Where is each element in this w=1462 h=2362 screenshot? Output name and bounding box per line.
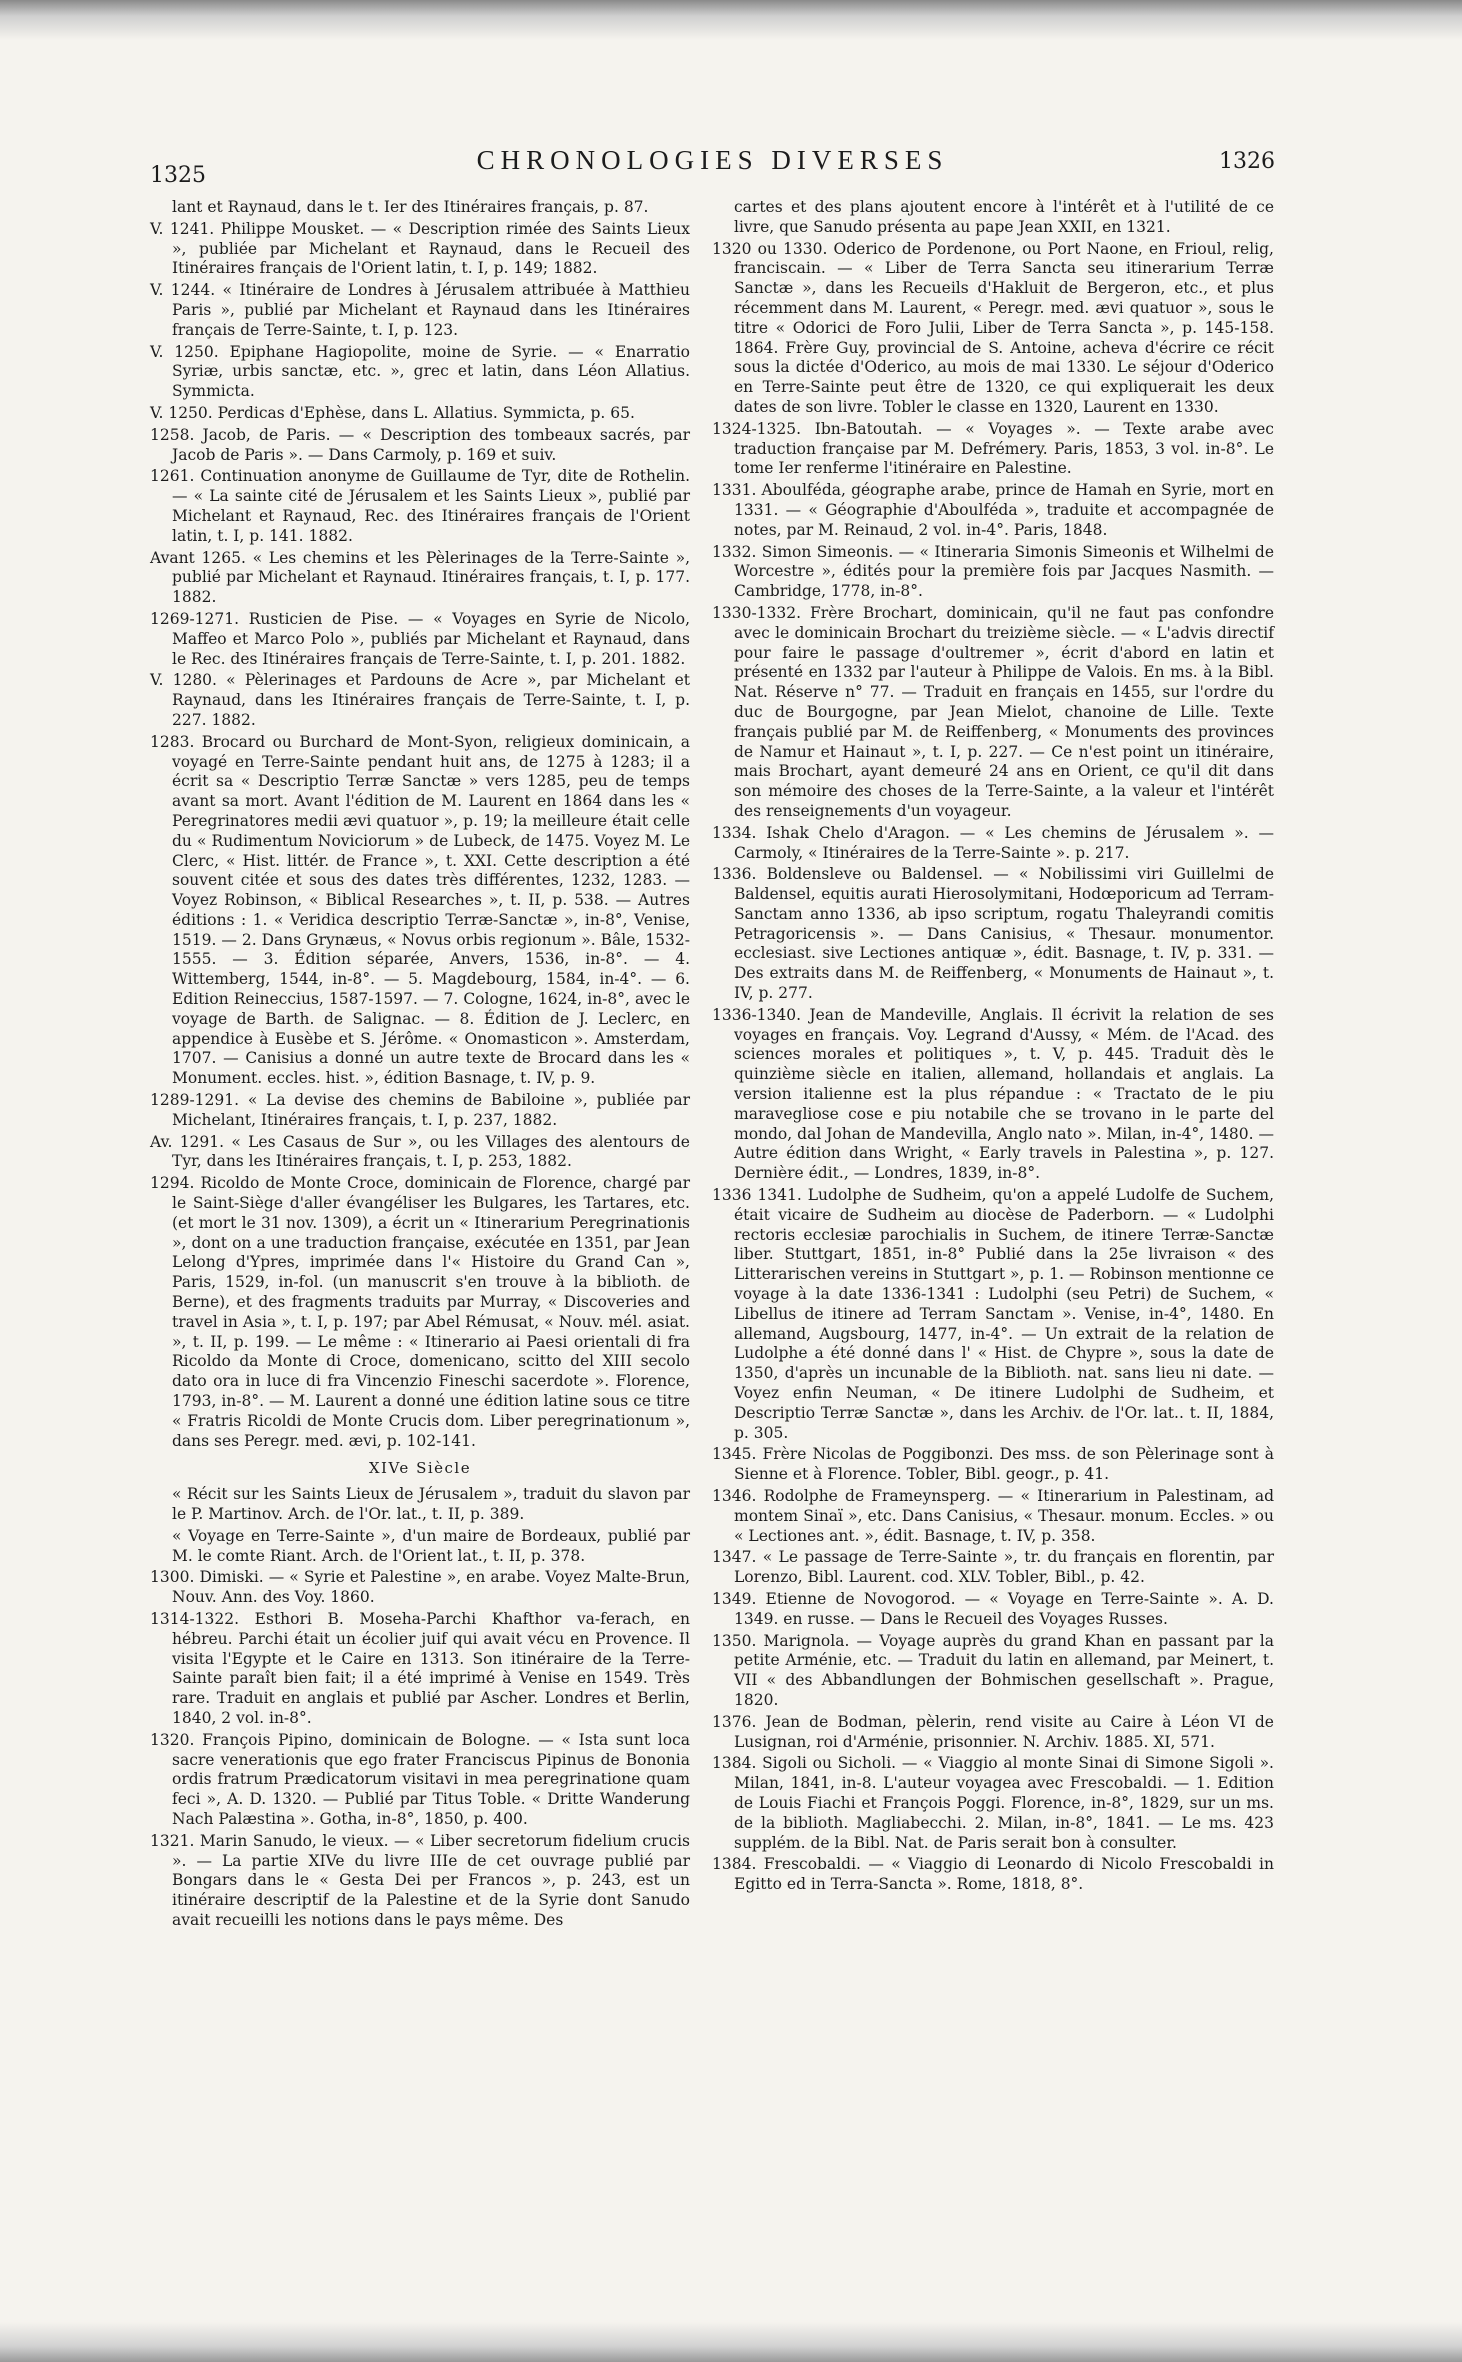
- right-column-number: 1326: [1219, 149, 1275, 174]
- entry-text: « Voyage en Terre-Sainte », d'un maire de Bordeaux, publié par M. le comte Riant. Arch. de l'Orient lat., t. II, p. 378.: [172, 1526, 690, 1565]
- chronology-entry: [150, 610, 690, 669]
- chronology-entry: [150, 1731, 690, 1830]
- entry-date: 1336-1340.: [712, 1005, 802, 1024]
- entry-date: 1346.: [712, 1487, 757, 1505]
- scan-top-edge: [0, 0, 1462, 40]
- entry-date: 1283.: [150, 732, 195, 751]
- entry-text: Jean de Mandeville, Anglais. Il écrivit la relation de ses voyages en français. Voy. Legrand d'Aussy, « Mém. de l'Acad. des sciences morales et politiques », t. V, p. 445. Traduit dès le quinzième siècle en italien, allemand, hollandais et anglais. La version italienne est la plus répandue : « Tractato de le piu maravegliose cose e piu notabile che se trovano in le parte del mondo, dal Johan de Mandevilla, Anglo nato ». Milan, in-4°, 1480. — Autre édition dans Wright, « Early travels in Palestina », p. 127. Dernière édit., — Londres, 1839, in-8°.: [734, 1005, 1274, 1183]
- entry-date: 1331.: [712, 481, 757, 500]
- entry-text: Frère Nicolas de Poggibonzi. Des mss. de son Pèlerinage sont à Sienne et à Florence. Tobler, Bibl. geogr., p. 41.: [734, 1445, 1274, 1484]
- entry-date: 1320.: [150, 1730, 195, 1749]
- entry-text: Dimiski. — « Syrie et Palestine », en arabe. Voyez Malte-Brun, Nouv. Ann. des Voy. 1860.: [172, 1568, 690, 1607]
- entry-text: Aboulféda, géographe arabe, prince de Hamah en Syrie, mort en 1331. — « Géographie d'Aboulféda », traduite et accompagnée de notes, par M. Reinaud, 2 vol. in-4°. Paris, 1848.: [734, 481, 1274, 539]
- entry-text: « Les chemins et les Pèlerinages de la Terre-Sainte », publié par Michelant et Raynaud. Itinéraires français, t. I, p. 177. 1882.: [172, 548, 690, 607]
- entry-date: V. 1241.: [150, 219, 215, 238]
- chronology-entry: [712, 240, 1274, 418]
- scan-bottom-edge: [0, 2322, 1462, 2362]
- entry-text: Epiphane Hagiopolite, moine de Syrie. — « Enarratio Syriæ, urbis sanctæ, etc. », grec et latin, dans Léon Allatius. Symmicta.: [172, 342, 690, 401]
- chronology-entry: [712, 824, 1274, 864]
- chronology-entry: [150, 426, 690, 466]
- entry-text: « Les Casaus de Sur », ou les Villages des alentours de Tyr, dans les Itinéraires français, t. I, p. 253, 1882.: [172, 1132, 690, 1171]
- entry-text: « Pèlerinages et Pardouns de Acre », par Michelant et Raynaud, dans les Itinéraires français de Terre-Sainte, t. I, p. 227. 1882.: [172, 671, 690, 729]
- chronology-entry: [712, 865, 1274, 1004]
- entry-text: Ibn-Batoutah. — « Voyages ». — Texte arabe avec traduction française par M. Defrémery. Paris, 1853, 3 vol. in-8°. Le tome Ier renferme l'itinéraire en Palestine.: [734, 419, 1274, 478]
- chronology-entry: [712, 543, 1274, 602]
- chronology-entry: [150, 220, 690, 279]
- chronology-entry: [712, 1632, 1274, 1711]
- chronology-entry: [712, 1006, 1274, 1184]
- entry-date: 1294.: [150, 1174, 195, 1193]
- page-header: [150, 145, 1275, 188]
- entry-text: Brocard ou Burchard de Mont-Syon, religieux dominicain, a voyagé en Terre-Sainte pendant huit ans, de 1275 à 1283; il a écrit sa « Descriptio Terræ Sanctæ » vers 1285, peu de temps avant sa mort. Avant l'édition de M. Laurent en 1864 dans les « Peregrinatores medii ævi quatuor », p. 19; la meilleure était celle du « Rudimentum Noviciorum » de Lubeck, de 1475. Voyez M. Le Clerc, « Hist. littér. de France », t. XXI. Cette description a été souvent citée et sous des dates très différentes, 1232, 1283. — Voyez Robinson, « Biblical Researches », t. II, p. 538. — Autres éditions : 1. « Veridica descriptio Terræ-Sanctæ », in-8°, Venise, 1519. — 2. Dans Grynæus, « Novus orbis regionum ». Bâle, 1532-1555. — 3. Édition séparée, Anvers, 1536, in-8°. — 4. Wittemberg, 1544, in-8°. — 5. Magdebourg, 1584, in-4°. — 6. Edition Reineccius, 1587-1597. — 7. Cologne, 1624, in-8°, avec le voyage de Barth. de Salignac. — 8. Édition de J. Leclerc, en appendice à Eusèbe et S. Jérôme. « Onomasticon ». Amsterdam, 1707. — Canisius a donné un autre texte de Brocard dans les « Monument. eccles. hist. », édition Basnage, t. IV, p. 9.: [172, 732, 690, 1088]
- entry-date: 1269-1271.: [150, 609, 240, 628]
- entry-date: 1349.: [712, 1589, 757, 1608]
- entry-date: 1345.: [712, 1445, 757, 1464]
- chronology-entry: [150, 1527, 690, 1567]
- entry-text: « La devise des chemins de Babiloine », publiée par Michelant, Itinéraires français, t. I, p. 237, 1882.: [172, 1091, 690, 1129]
- chronology-entry: [150, 1610, 690, 1729]
- entry-date: 1320 ou 1330.: [712, 239, 828, 258]
- entry-text: Marignola. — Voyage auprès du grand Khan en passant par la petite Arménie, etc. — Traduit du latin en allemand, par Meinert, t. VII « des Abbandlungen der Bohmischen gesellschaft ». Prague, 1820.: [734, 1631, 1274, 1709]
- entry-text: Simon Simeonis. — « Itineraria Simonis Simeonis et Wilhelmi de Worcestre », édités pour la première fois par Jacques Nasmith. — Cambridge, 1778, in-8°.: [734, 542, 1274, 601]
- entry-text: Rusticien de Pise. — « Voyages en Syrie de Nicolo, Maffeo et Marco Polo », publiés par Michelant et Raynaud, dans le Rec. des Itinéraires français de Terre-Sainte, t. I, p. 201. 1882.: [172, 609, 690, 668]
- entry-date: 1376.: [712, 1712, 757, 1731]
- entry-date: 1321.: [150, 1831, 195, 1850]
- entry-date: 1384.: [712, 1754, 757, 1773]
- entry-date: 1334.: [712, 823, 757, 842]
- entry-text: Sigoli ou Sicholi. — « Viaggio al monte Sinai di Simone Sigoli ». Milan, 1841, in-8. L'auteur voyagea avec Frescobaldi. — 1. Edition de Louis Fiachi et François Poggi. Florence, in-8°, 1829, sur un ms. de la biblioth. Magliabecchi. 2. Milan, in-8°, 1841. — Le ms. 423 supplém. de la Bibl. Nat. de Paris serait bon à consulter.: [734, 1754, 1274, 1852]
- chronology-entry: [150, 467, 690, 546]
- running-title: CHRONOLOGIES DIVERSES: [476, 145, 949, 175]
- entry-text: Continuation anonyme de Guillaume de Tyr, dite de Rothelin. — « La sainte cité de Jérusalem et les Saints Lieux », publié par Michelant et Raynaud, Rec. des Itinéraires français de l'Orient latin, t. I, p. 141. 1882.: [172, 467, 690, 545]
- chronology-entry: [150, 1832, 690, 1931]
- entry-text: lant et Raynaud, dans le t. Ier des Itinéraires français, p. 87.: [172, 198, 649, 216]
- chronology-entry: [150, 343, 690, 402]
- entry-date: V. 1250.: [150, 342, 219, 361]
- entry-date: 1289-1291.: [150, 1091, 240, 1110]
- chronology-entry: [712, 1855, 1274, 1895]
- right-column: [712, 198, 1274, 1897]
- chronology-entry: [712, 1487, 1274, 1546]
- entry-text: Frescobaldi. — « Viaggio di Leonardo di Nicolo Frescobaldi in Egitto ed in Terra-Sancta ». Rome, 1818, 8°.: [734, 1855, 1274, 1894]
- entry-date: 1336 1341.: [712, 1186, 802, 1205]
- entry-date: 1258.: [150, 425, 195, 444]
- chronology-entry: [150, 1091, 690, 1131]
- chronology-entry: [150, 281, 690, 340]
- entry-text: Perdicas d'Ephèse, dans L. Allatius. Symmicta, p. 65.: [217, 403, 635, 422]
- entry-text: Ludolphe de Sudheim, qu'on a appelé Ludolfe de Suchem, était vicaire de Sudheim au diocèse de Paderborn. — « Ludolphi rectoris ecclesiæ parochialis in Suchem, de itinere Terræ-Sanctæ liber. Stuttgart, 1851, in-8° Publié dans la 25e livraison « des Litterarischen vereins in Stuttgart », p. 1. — Robinson mentionne ce voyage à la date 1336-1341 : Ludolphi (seu Petri) de Suchem, « Libellus de itinere ad Terram Sanctam ». Venise, in-4°, 1480. En allemand, Augsbourg, 1477, in-4°. — Un extrait de la relation de Ludolphe a été donné dans l' « Hist. de Chypre », sous la date de 1350, d'après un incunable de la Biblioth. nat. sans lieu ni date. — Voyez enfin Neuman, « De itinere Ludolphi de Sudheim, et Descriptio Terræ Sanctæ », dans les Archiv. de l'Or. lat.. t. II, 1884, p. 305.: [734, 1186, 1274, 1442]
- chronology-entry: [150, 671, 690, 730]
- chronology-entry: [712, 1445, 1274, 1485]
- chronology-entry: [712, 1754, 1274, 1853]
- chronology-entry: [150, 1133, 690, 1173]
- entry-date: 1314-1322.: [150, 1609, 240, 1628]
- left-column: [150, 198, 690, 1933]
- entry-text: Esthori B. Moseha-Parchi Khafthor va-ferach, en hébreu. Parchi était un écolier juif qui avait vécu en Provence. Il visita l'Egypte et le Caire en 1313. Son itinéraire de la Terre-Sainte paraît bien fait; il a été imprimé à Venise en 1549. Très rare. Traduit en anglais et publié par Ascher. Londres et Berlin, 1840, 2 vol. in-8°.: [172, 1609, 690, 1727]
- entry-text: cartes et des plans ajoutent encore à l'intérêt et à l'utilité de ce livre, que Sanudo présenta au pape Jean XXII, en 1321.: [734, 198, 1274, 236]
- entry-date: 1332.: [712, 542, 757, 561]
- entry-text: Marin Sanudo, le vieux. — « Liber secretorum fidelium crucis ». — La partie XIVe du livre IIIe de cet ouvrage publié par Bongars dans le « Gesta Dei per Francos », p. 243, est un itinéraire descriptif de la Palestine et de la Syrie dont Sanudo avait recueilli les notions dans le pays même. Des: [172, 1831, 691, 1929]
- entry-text: Boldensleve ou Baldensel. — « Nobilissimi viri Guillelmi de Baldensel, equitis aurati Hierosolymitani, Hodœporicum ad Terram-Sanctam anno 1336, ab ipso scriptum, rogatu Thaleyrandi comitis Petragoricensis ». — Dans Canisius, « Thesaur. monumentor. ecclesiast. sive Lectiones antiquæ », édit. Basnage, t. IV, p. 331. — Des extraits dans M. de Reiffenberg, « Monuments de Hainaut », t. IV, p. 277.: [734, 865, 1274, 1003]
- chronology-entry: [712, 1590, 1274, 1630]
- entry-text: François Pipino, dominicain de Bologne. — « Ista sunt loca sacre venerationis que ego frater Franciscus Pipinus de Bononia ordis fratrum Prædicatorum visitavi in mea peregrinatione quam feci », A. D. 1320. — Publié par Titus Toble. « Dritte Wanderung Nach Palæstina ». Gotha, in-8°, 1850, p. 400.: [172, 1730, 690, 1828]
- entry-text: « Itinéraire de Londres à Jérusalem attribuée à Matthieu Paris », publié par Michelant et Raynaud dans les Itinéraires français de Terre-Sainte, t. I, p. 123.: [172, 281, 690, 339]
- entry-date: Av. 1291.: [150, 1132, 225, 1151]
- chronology-entry: [150, 404, 690, 424]
- chronology-entry: [150, 549, 690, 608]
- entry-text: Etienne de Novogorod. — « Voyage en Terre-Sainte ». A. D. 1349. en russe. — Dans le Recueil des Voyages Russes.: [734, 1589, 1274, 1628]
- entry-date: 1336.: [712, 865, 757, 884]
- chronology-entry: [712, 1186, 1274, 1443]
- entry-text: Jacob, de Paris. — « Description des tombeaux sacrés, par Jacob de Paris ». — Dans Carmoly, p. 169 et suiv.: [172, 425, 690, 464]
- entry-text: « Le passage de Terre-Sainte », tr. du français en florentin, par Lorenzo, Bibl. Laurent. cod. XLV. Tobler, Bibl., p. 42.: [734, 1548, 1274, 1587]
- left-column-number: 1325: [150, 163, 206, 188]
- entry-date: 1384.: [712, 1855, 757, 1874]
- chronology-entry: [712, 1548, 1274, 1588]
- entry-date: V. 1250.: [150, 403, 213, 422]
- chronology-entry: [712, 481, 1274, 540]
- chronology-entry: [712, 604, 1274, 822]
- entry-date: 1261.: [150, 467, 195, 486]
- chronology-entry: [150, 733, 690, 1089]
- section-heading: XIVe Siècle: [368, 1459, 472, 1478]
- chronology-entry: [712, 420, 1274, 479]
- chronology-entry: [150, 1568, 690, 1608]
- entry-date: V. 1244.: [150, 281, 216, 300]
- entry-text: Frère Brochart, dominicain, qu'il ne faut pas confondre avec le dominicain Brochart du treizième siècle. — « L'advis directif pour faire le passage d'oultremer », écrit d'abord en latin et présenté en 1332 par l'auteur à Philippe de Valois. En ms. à la Bibl. Nat. Réserve n° 77. — Traduit en français en 1455, sur l'ordre du duc de Bourgogne, par Jean Mielot, chanoine de Lille. Texte français publié par M. de Reiffenberg, « Monuments des provinces de Namur et Hainaut », t. I, p. 227. — Ce n'est point un itinéraire, mais Brochart, ayant demeuré 24 ans en Orient, ce qu'il dit dans son mémoire des choses de la Terre-Sainte, a la valeur et l'intérêt des renseignements d'un voyageur.: [734, 603, 1274, 820]
- entry-text: Rodolphe de Frameynsperg. — « Itinerarium in Palestinam, ad montem Sinaï », etc. Dans Canisius, « Thesaur. monum. Eccles. » ou « Lectiones ant. », édit. Basnage, t. IV, p. 358.: [734, 1487, 1275, 1545]
- entry-text: Ishak Chelo d'Aragon. — « Les chemins de Jérusalem ». — Carmoly, « Itinéraires de la Terre-Sainte ». p. 217.: [734, 823, 1274, 862]
- chronology-entry: [712, 1713, 1274, 1753]
- entry-date: 1300.: [150, 1568, 195, 1587]
- entry-date: Avant 1265.: [150, 548, 246, 567]
- entry-date: 1347.: [712, 1548, 757, 1567]
- entry-text: « Récit sur les Saints Lieux de Jérusalem », traduit du slavon par le P. Martinov. Arch. de l'Or. lat., t. II, p. 389.: [172, 1485, 690, 1523]
- entry-date: 1350.: [712, 1631, 757, 1650]
- chronology-entry: [150, 198, 690, 218]
- entry-text: Jean de Bodman, pèlerin, rend visite au Caire à Léon VI de Lusignan, roi d'Arménie, prisonnier. N. Archiv. 1885. XI, 571.: [734, 1712, 1274, 1751]
- chronology-entry: [150, 1174, 690, 1451]
- entry-text: Oderico de Pordenone, ou Port Naone, en Frioul, relig, franciscain. — « Liber de Terra Sancta seu itinerarium Terræ Sanctæ », dans les Recueils d'Hakluit de Bergeron, etc., et plus récemment dans M. Laurent, « Peregr. med. ævi quatuor », sous le titre « Odorici de Foro Julii, Liber de Terra Sancta », p. 145-158. 1864. Frère Guy, provincial de S. Antoine, acheva d'écrire ce récit sous la dictée d'Oderico, au mois de mai 1330. Le séjour d'Oderico en Terre-Sainte peut être de 1320, ce qui expliquerait les deux dates de son livre. Tobler le classe en 1320, Laurent en 1330.: [734, 239, 1274, 416]
- entry-date: V. 1280.: [150, 671, 217, 690]
- entry-text: Ricoldo de Monte Croce, dominicain de Florence, chargé par le Saint-Siège d'aller évangéliser les Bulgares, les Tartares, etc. (et mort le 31 nov. 1309), a écrit un « Itinerarium Peregrinationis », dont on a une traduction française, exécutée en 1351, par Jean Lelong d'Ypres, imprimée dans l'« Histoire du Grand Can », Paris, 1529, in-fol. (un manuscrit s'en trouve à la biblioth. de Berne), et des fragments traduits par Murray, « Discoveries and travel in Asia », t. I, p. 197; par Abel Rémusat, « Nouv. mél. asiat. », t. II, p. 199. — Le même : « Itinerario ai Paesi orientali di fra Ricoldo da Monte di Croce, domenicano, scitto del XIII secolo dato ora in luce di fra Vincenzio Fineschi sacerdote ». Florence, 1793, in-8°. — M. Laurent a donné une édition latine sous ce titre « Fratris Ricoldi de Monte Crucis dom. Liber peregrinationum », dans ses Peregr. med. ævi, p. 102-141.: [172, 1174, 690, 1450]
- chronology-entry: [712, 198, 1274, 238]
- chronology-entry: [150, 1485, 690, 1525]
- entry-date: 1324-1325.: [712, 419, 802, 438]
- entry-text: Philippe Mousket. — « Description rimée des Saints Lieux », publiée par Michelant et Raynaud, dans le Recueil des Itinéraires français de l'Orient latin, t. I, p. 149; 1882.: [172, 219, 690, 278]
- entry-date: 1330-1332.: [712, 603, 802, 622]
